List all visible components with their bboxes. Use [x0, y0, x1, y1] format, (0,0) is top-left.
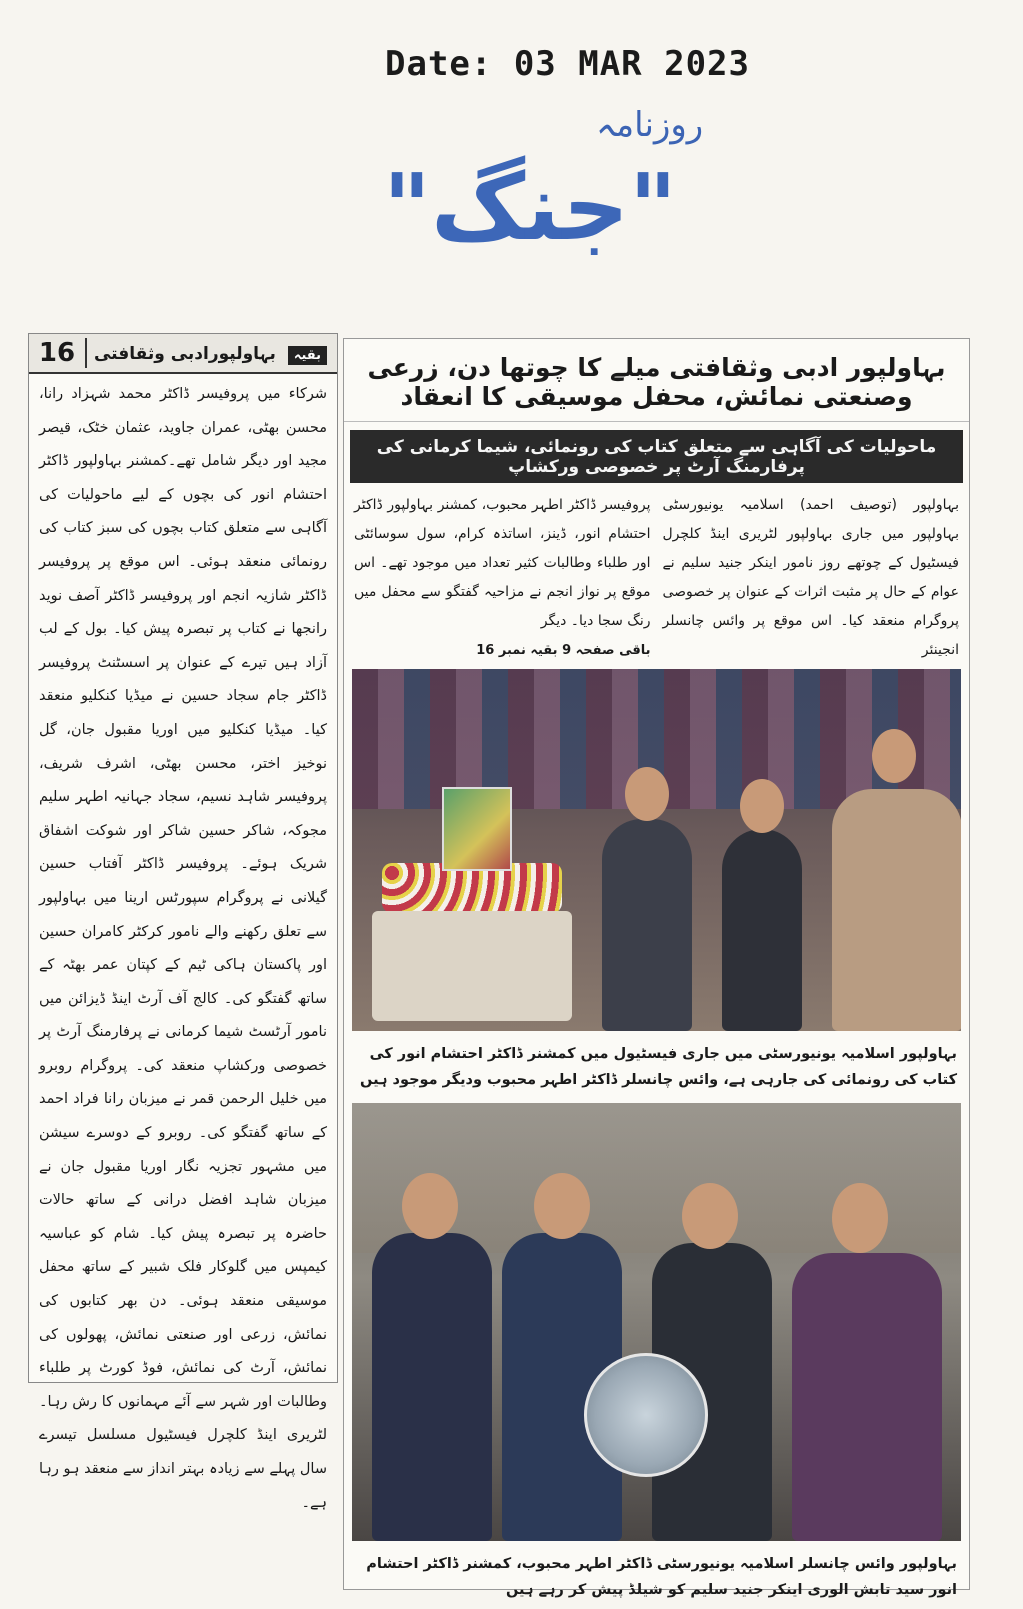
continuation-title — [87, 343, 337, 364]
continuation-title-text: بہاولپورادبی وثقافتی — [93, 343, 276, 364]
article-column-left-text: پروفیسر ڈاکٹر اطہر محبوب، کمشنر بہاولپور ڈاکٹر احتشام انور، ڈینز، اساتذہ کرام، سول سوسائٹی اور طلباء وطالبات کثیر تعداد میں موجود تھے۔ اس موقع پر نواز انجم نے مزاحیہ گفتگو سے محفل میں رنگ سجا دیا۔ دیگر — [354, 497, 651, 629]
person-head — [625, 767, 669, 821]
photo-caption-2: بہاولپور وائس چانسلر اسلامیہ یونیورسٹی ڈاکٹر اطہر محبوب، کمشنر ڈاکٹر احتشام انور سید تابش الوری اینکر جنید سلیم کو شیلڈ پیش کر رہے ہیں — [366, 1556, 957, 1598]
article-subheadline: ماحولیات کی آگاہی سے متعلق کتاب کی رونمائی، شیما کرمانی کی پرفارمنگ آرٹ پر خصوصی ورکشاپ — [350, 430, 963, 483]
continuation-badge: بقیہ — [288, 346, 327, 365]
person-head — [682, 1183, 738, 1249]
shield-presentation-photo — [352, 1103, 961, 1541]
award-shield — [584, 1353, 708, 1477]
continuation-header — [29, 334, 337, 374]
person-head — [740, 779, 784, 833]
person-head — [402, 1173, 458, 1239]
page-number: 16 — [29, 338, 87, 368]
person — [722, 829, 802, 1031]
photo-caption-1: بہاولپور اسلامیہ یونیورسٹی میں جاری فیسٹیول میں کمشنر ڈاکٹر احتشام انور کی کتاب کی رونمائی کی جارہی ہے، وائس چانسلر ڈاکٹر اطہر محبوب ودیگر موجود ہیں — [360, 1046, 957, 1088]
masthead-jang-logo: "جنگ" — [383, 154, 677, 261]
article-body — [344, 487, 969, 665]
article-column-left — [354, 491, 651, 661]
person-head — [872, 729, 916, 783]
masthead-roznama: روزنامہ — [596, 105, 704, 145]
book-display — [442, 787, 512, 871]
continued-note: باقی صفحہ 9 بقیہ نمبر 16 — [476, 643, 651, 658]
person-head — [534, 1173, 590, 1239]
news-article — [343, 338, 970, 1598]
person-head — [832, 1183, 888, 1253]
article-headline: بہاولپور ادبی وثقافتی میلے کا چوتھا دن، زرعی وصنعتی نمائش، محفل موسیقی کا انعقاد — [344, 339, 969, 422]
article-column-right: بہاولپور (توصیف احمد) اسلامیہ یونیورسٹی بہاولپور میں جاری بہاولپور لٹریری اینڈ کلچرل فیسٹیول کے چوتھے روز نامور اینکر جنید سلیم نے عوام کے حال پر مثبت اثرات کے عنوان پر خصوصی پروگرام منعقد کیا۔ اس موقع پر وائس چانسلر انجینئر — [662, 497, 959, 658]
person — [372, 1233, 492, 1541]
display-table — [372, 911, 572, 1021]
continuation-body: شرکاء میں پروفیسر ڈاکٹر محمد شہزاد رانا، محسن بھٹی، عمران جاوید، عثمان خٹک، قیصر مجید اور دیگر شامل تھے۔کمشنر بہاولپور ڈاکٹر احتشام انور کی بچوں کے لیے ماحولیات کی آگاہی سے متعلق کتاب بچوں کی سبز کتاب کی رونمائی منعقد ہوئی۔ اس موقع پر پروفیسر ڈاکٹر شازیہ انجم اور پروفیسر ڈاکٹر آصف نوید رانجھا نے کتاب پر تبصرہ پیش کیا۔ بول کے لب آزاد ہیں تیرے کے عنوان پر اسسٹنٹ پروفیسر ڈاکٹر جام سجاد حسین نے میڈیا کنکلیو منعقد کیا۔ میڈیا کنکلیو میں اوریا مقبول جان، گل نوخیز اختر، محسن بھٹی، اشرف شریف، پروفیسر شاہد نسیم، سجاد جہانیہ اطہر سلیم مجوکہ، شاکر حسین شاکر اور شوکت اشفاق شریک ہوئے۔ پروفیسر ڈاکٹر آفتاب حسین گیلانی نے پروگرام سپورٹس ارینا میں بہاولپور سے تعلق رکھنے والے نامور کرکٹر کامران حسین اور پاکستان ہاکی ٹیم کے کپتان عمر بھٹہ کے ساتھ گفتگو کی۔ کالج آف آرٹ اینڈ ڈیزائن میں نامور آرٹسٹ شیما کرمانی نے پرفارمنگ آرٹ پر خصوصی ورکشاپ منعقد کی۔ پروگرام روبرو میں خلیل الرحمن قمر نے میزبان رانا فراد احمد کے ساتھ گفتگو کی۔ روبرو کے دوسرے سیشن میں مشہور تجزیہ نگار اوریا مقبول جان نے میزبان شاہد افضل درانی کے ساتھ حالات حاضرہ پر تبصرہ پیش کیا۔ شام کو عباسیہ کیمپس میں گلوکار فلک شبیر کے ساتھ محفل موسیقی منعقد ہوئی۔ دن بھر کتابوں کی نمائش، زرعی اور صنعتی نمائش، پھولوں کی نمائش، آرٹ کی نمائش، فوڈ کورٹ پر طلباء وطالبات اور شہر سے آئے مہمانوں کا رش رہا۔ لٹریری اینڈ کلچرل فیسٹیول مسلسل تیسرے سال پہلے سے زیادہ بہتر انداز سے منعقد ہو رہا ہے۔ — [39, 386, 327, 1511]
continuation-column — [28, 333, 338, 1511]
book-launch-photo — [352, 669, 961, 1031]
date-stamp: Date: 03 MAR 2023 — [385, 44, 750, 84]
person — [602, 819, 692, 1031]
person — [792, 1253, 942, 1541]
person — [832, 789, 961, 1031]
